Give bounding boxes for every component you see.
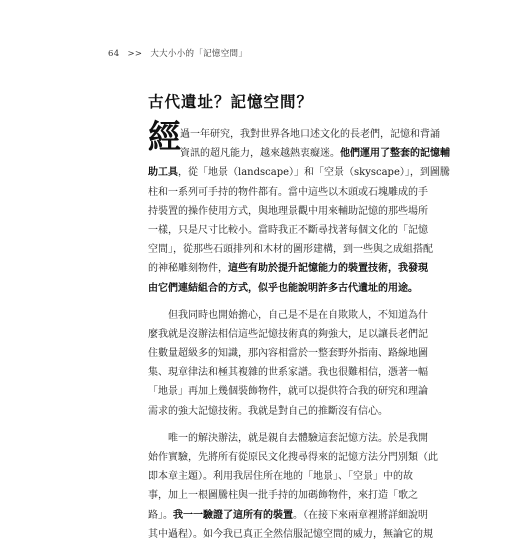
p3-line-6: 其中過程）。如今我已真正全然信服記憶空間的威力，無論它的規 xyxy=(148,528,433,540)
p1-line-6: 一樣，只是尺寸比較小。當時我正不斷尋找著每個文化的「記憶 xyxy=(148,224,428,236)
p2-line-2: 麼我就是沒辦法相信這些記憶技術真的夠強大，足以讓長老們記 xyxy=(148,328,428,340)
p3-line-5: 路」。我一一驗證了這所有的裝置。（在接下來兩章裡將詳細說明 xyxy=(148,509,428,521)
paragraph-gap xyxy=(148,298,388,306)
book-title: 大大小小的「記憶空間」 xyxy=(150,49,248,59)
page-number: 64 xyxy=(108,49,120,59)
p3-line-1: 唯一的解決辦法，就是親自去體驗這套記憶方法。於是我開 xyxy=(168,432,428,444)
p1-line-1: 過一年研究，我對世界各地口述文化的長老們，記憶和背誦 xyxy=(180,129,440,140)
p2-line-4: 集、現章律法和極其複雜的世系家譜。我也很難相信，憑著一幅 xyxy=(148,367,428,379)
p2-line-6: 需求的強大記憶技術。我就是對自己的推斷沒有信心。 xyxy=(148,405,388,417)
p1-line-8: 的神秘雕刻物件，這些有助於提升記憶能力的裝置技術，我發現 xyxy=(148,263,428,275)
p1-line-2: 資訊的超凡能力，越來越熱衷癡迷。他們運用了整套的記憶輔 xyxy=(180,148,450,160)
p3-line-3: 即本章主題）。利用我居住所在地的「地景」、「空景」中的故 xyxy=(148,471,413,483)
p1-line-5: 持裝置的操作使用方式，與地理景觀中用來輔助記憶的那些場所 xyxy=(148,205,428,217)
p2-line-3: 住數量超級多的知識，那內容相當於一整套野外指南、路線地圖 xyxy=(148,348,428,360)
header-separator: >> xyxy=(127,49,143,59)
drop-cap: 經 xyxy=(148,117,181,156)
p1-line-4: 柱和一系列可手持的物件都有。當中這些以木頭或石塊雕成的手 xyxy=(148,186,428,198)
section-title: 古代遺址？記憶空間？ xyxy=(148,93,314,111)
running-header xyxy=(108,47,252,59)
p1-line-9: 由它們連結組合的方式，似乎也能說明許多古代遺址的用途。 xyxy=(148,282,418,294)
p1-line-7: 空間」，從那些石頭排列和木材的圖形建構，到一些與之成組搭配 xyxy=(148,244,433,256)
p1-line-3: 助工具，從「地景（landscape）」和「空景（skyscape）」，到圖騰 xyxy=(148,167,450,179)
p2-line-5: 「地景」再加上幾個裝飾物件，就可以提供符合我的研究和理論 xyxy=(148,386,428,398)
paragraph-gap xyxy=(148,421,388,429)
p3-line-2: 始作實驗，先將所有從原民文化搜尋得來的記憶方法分門別類（此 xyxy=(148,452,438,463)
p3-line-4: 事，加上一根圖騰柱與一批手持的加碼飾物件，來打造「歌之 xyxy=(148,490,418,502)
p2-line-1: 但我同時也開始擔心，自己是不是在自欺欺人，不知道為什 xyxy=(168,309,428,321)
body-text xyxy=(148,125,450,544)
